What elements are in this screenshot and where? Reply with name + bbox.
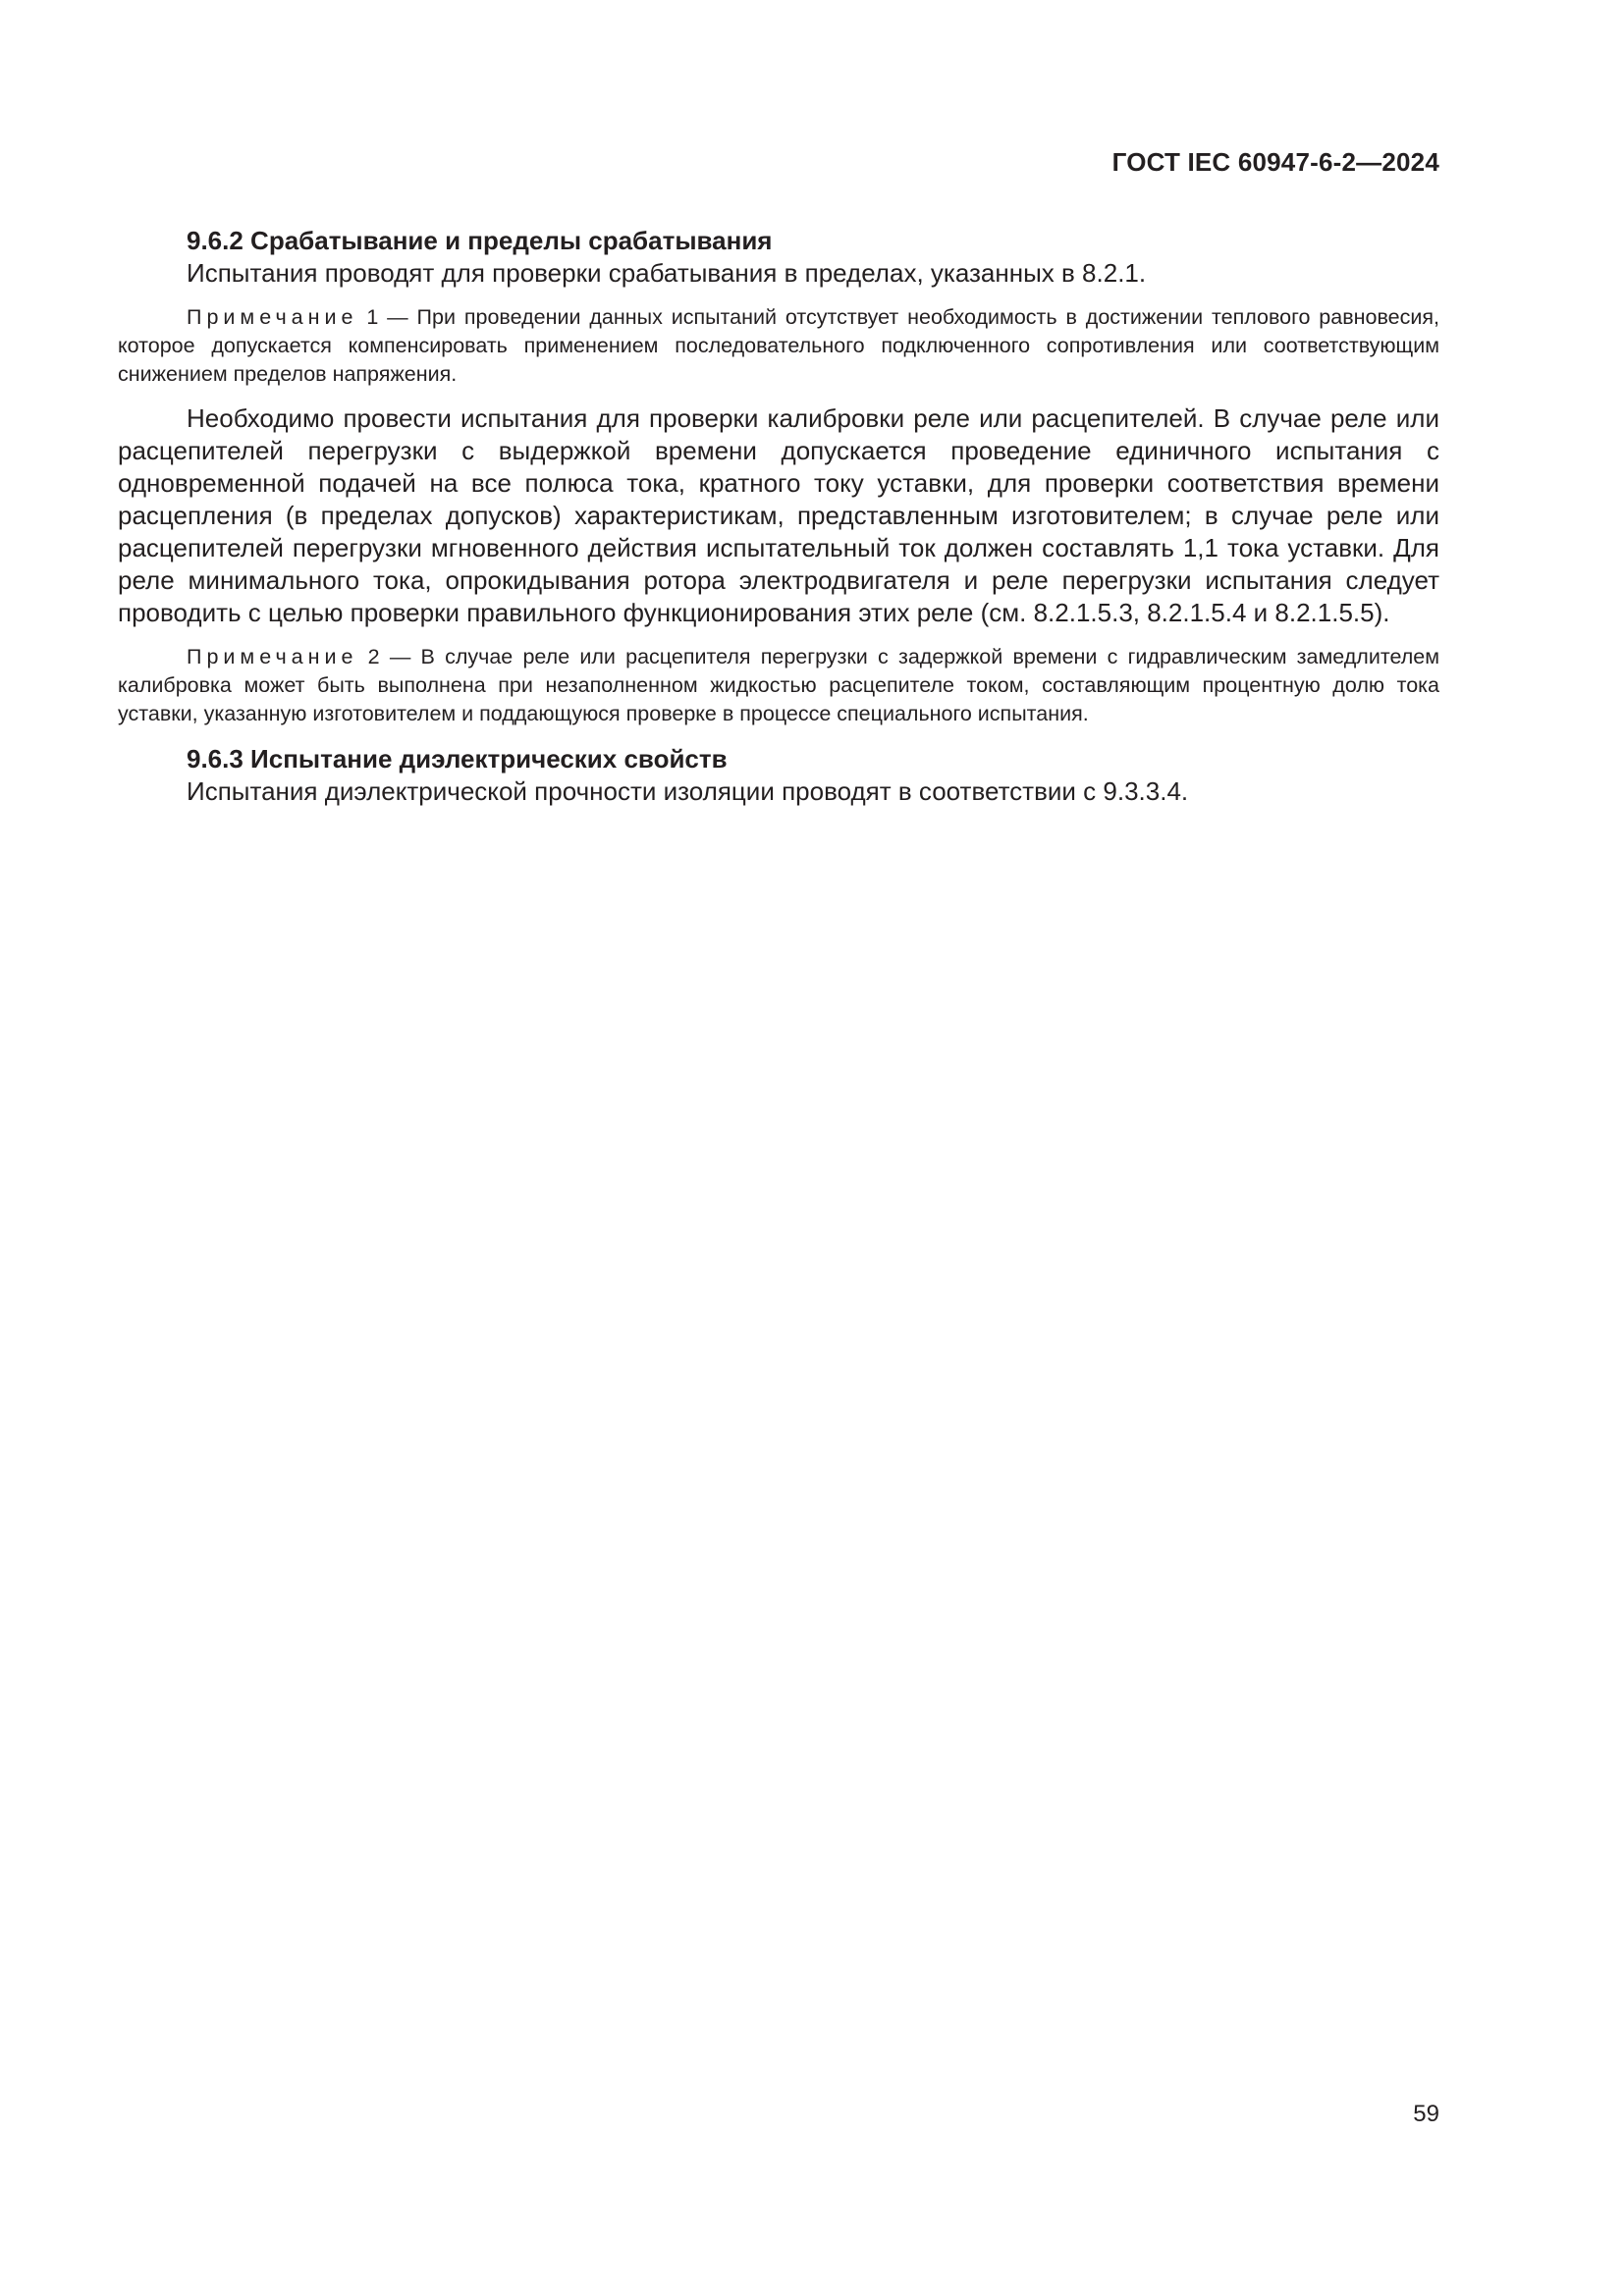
document-body xyxy=(118,224,1439,808)
page-header-standard-id: ГОСТ IEC 60947-6-2—2024 xyxy=(1111,147,1439,177)
note-2 xyxy=(118,643,1439,728)
section-heading-9-6-3: 9.6.3 Испытание диэлектрических свойств xyxy=(187,744,728,774)
note-2-text: 2 — В случае реле или расцепителя перегрузки с задержкой времени с гидравлическим замедлителем калибровка может быть выполнена при незаполненном жидкостью расцепителе током, составляющим процентную долю тока уставки, указанную изготовителем и поддающуюся проверке в процессе специального испытания. xyxy=(118,645,1439,725)
note-1-label: Примечание xyxy=(187,305,358,329)
paragraph-9-6-2-intro: Испытания проводят для проверки срабатывания в пределах, указанных в 8.2.1. xyxy=(187,258,1147,288)
paragraph-9-6-3-body: Испытания диэлектрической прочности изоляции проводят в соответствии с 9.3.3.4. xyxy=(187,776,1189,806)
note-1 xyxy=(118,303,1439,389)
note-2-label: Примечание xyxy=(187,645,358,668)
page-number: 59 xyxy=(1413,2101,1439,2127)
note-1-text: 1 — При проведении данных испытаний отсутствует необходимость в достижении теплового равновесия, которое допускается компенсировать применением последовательного подключенного сопротивления или соответствующим снижением пределов напряжения. xyxy=(118,305,1439,386)
section-heading-9-6-2: 9.6.2 Срабатывание и пределы срабатывания xyxy=(187,226,773,255)
paragraph-9-6-2-body: Необходимо провести испытания для проверки калибровки реле или расцепителей. В случае реле или расцепителей перегрузки с выдержкой времени допускается проведение единичного испытания с одновременной подачей на все полюса тока, кратного току уставки, для проверки соответствия времени расцепления (в пределах допусков) характеристикам, представленным изготовителем; в случае реле или расцепителей перегрузки мгновенного действия испытательный ток должен составлять 1,1 тока уставки. Для реле минимального тока, опрокидывания ротора электродвигателя и реле перегрузки испытания следует проводить с целью проверки правильного функционирования этих реле (см. 8.2.1.5.3, 8.2.1.5.4 и 8.2.1.5.5). xyxy=(118,403,1439,627)
